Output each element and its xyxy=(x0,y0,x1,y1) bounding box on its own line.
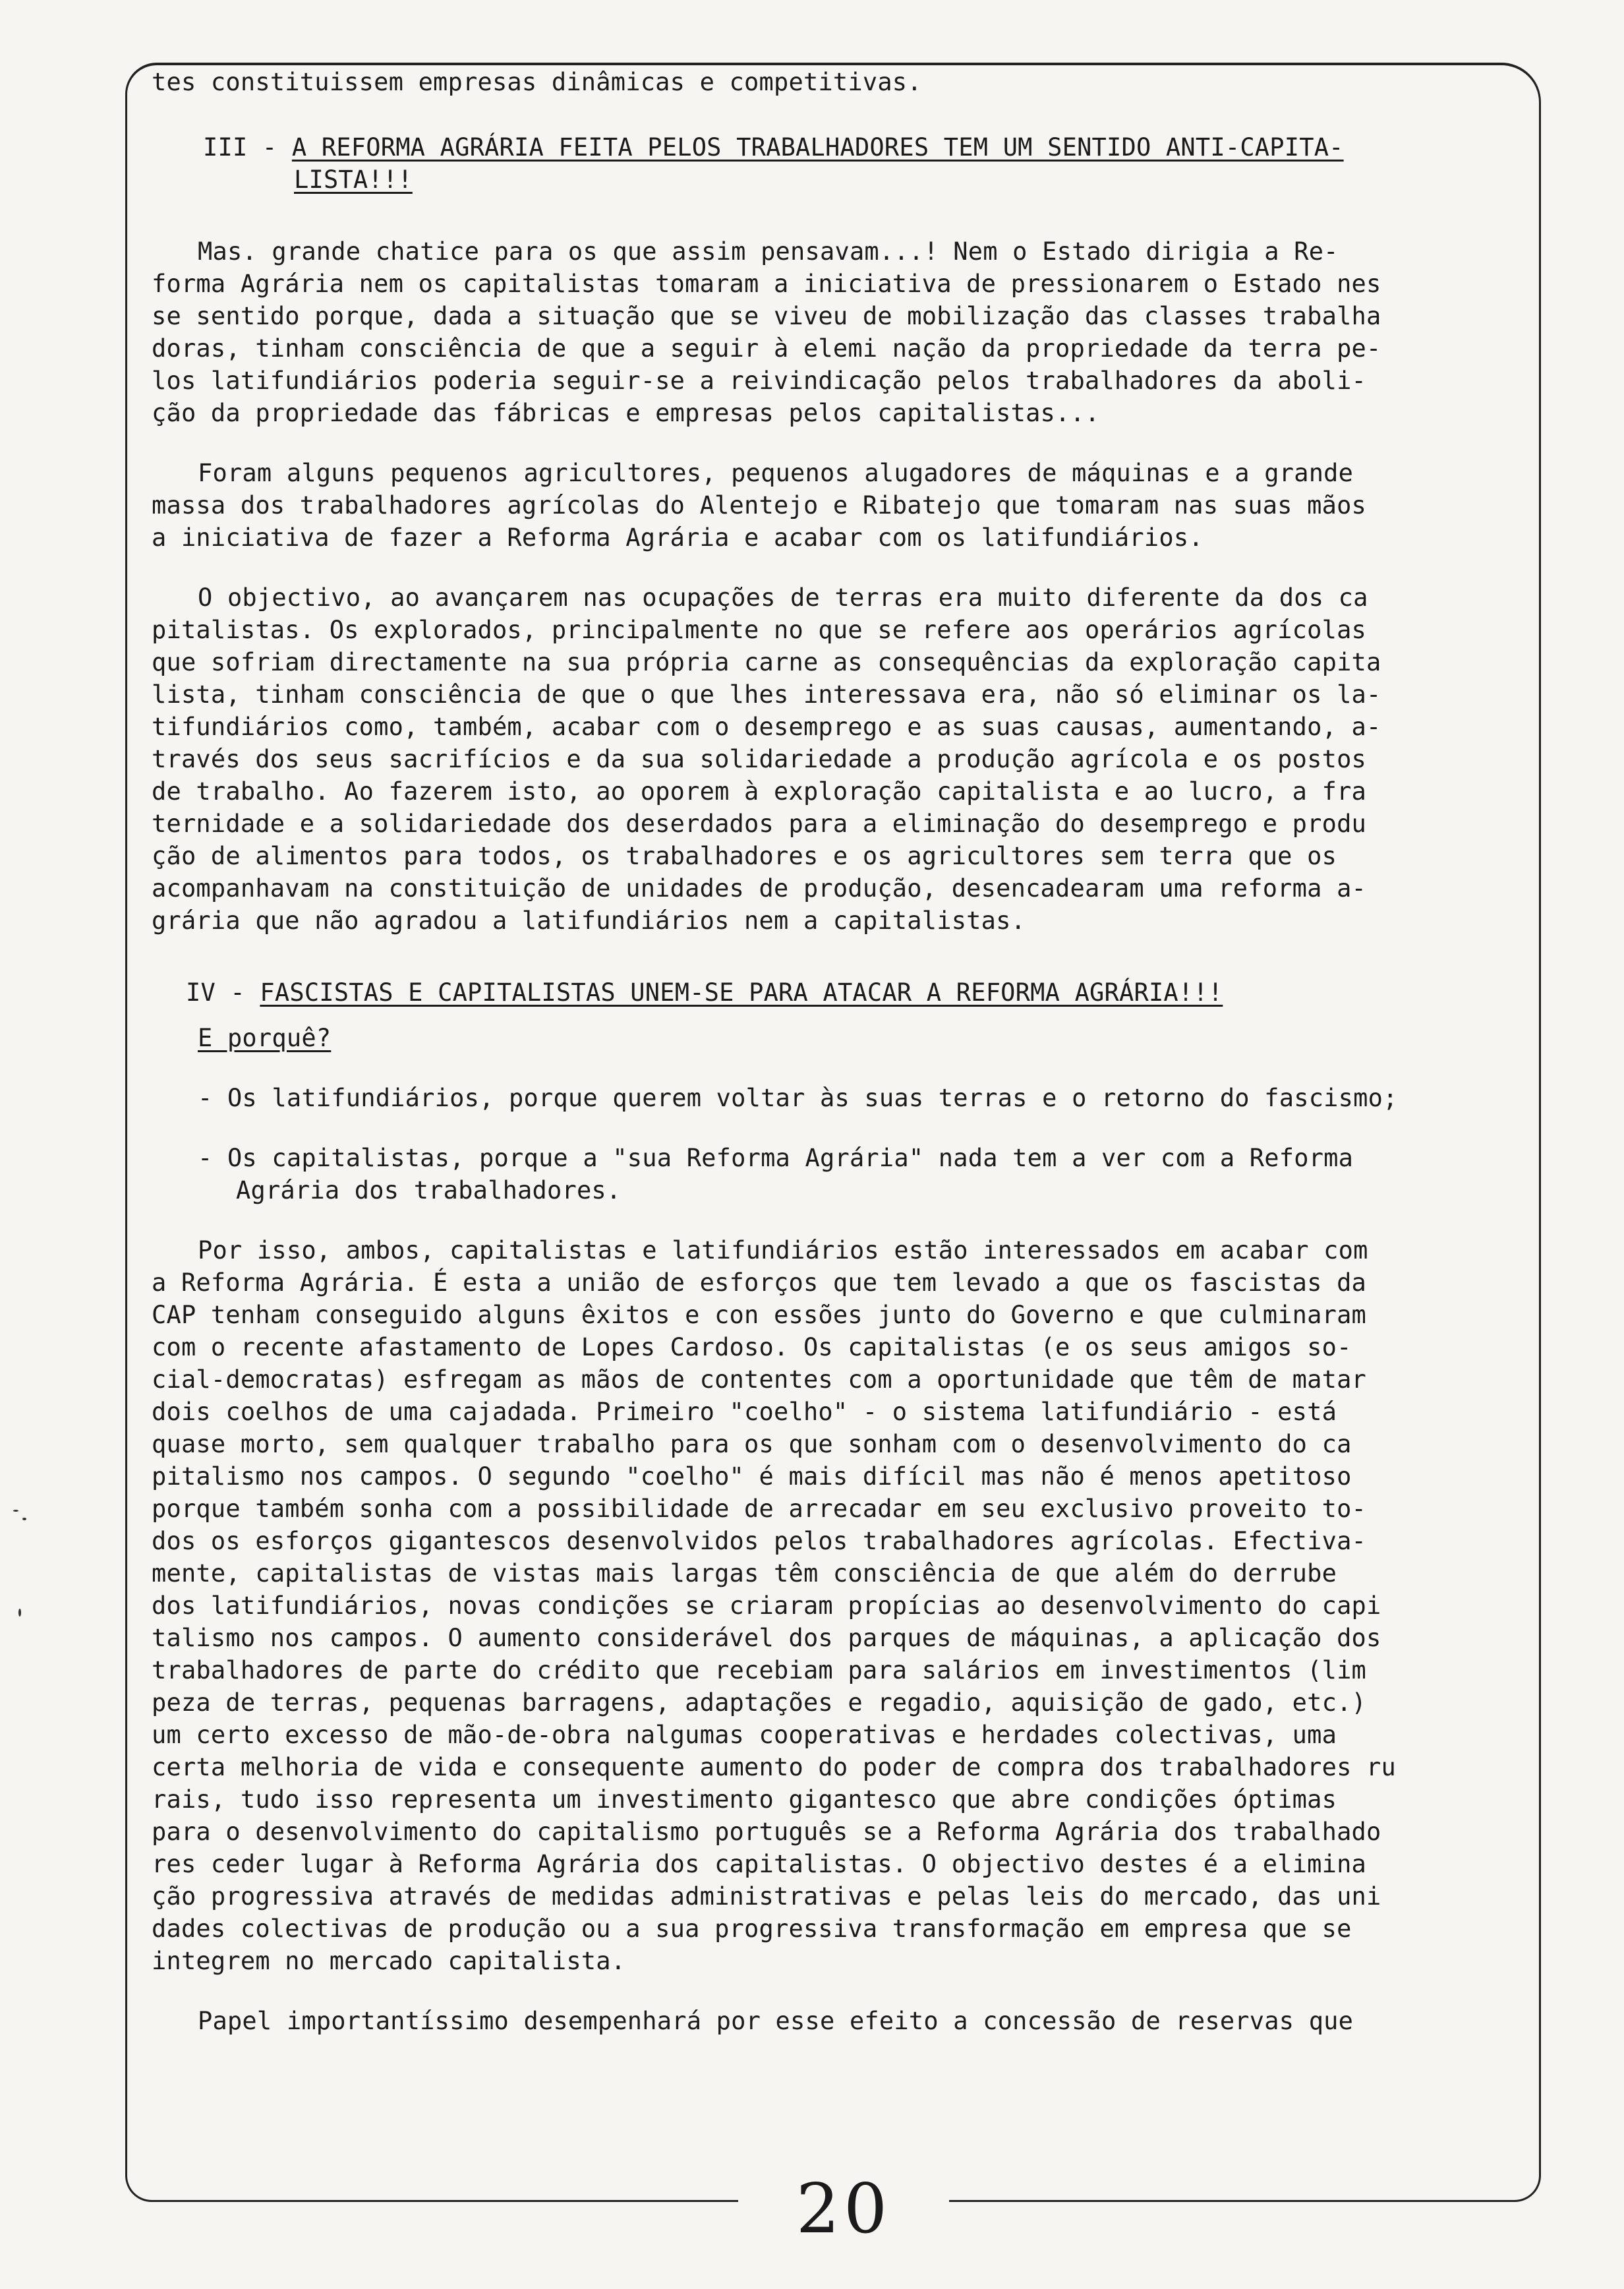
paragraph-line: dades colectivas de produção ou a sua progressiva transformação em empresa que se xyxy=(152,1915,1352,1943)
paragraph-line: CAP tenham conseguido alguns êxitos e con essões junto do Governo e que culminaram xyxy=(152,1301,1367,1329)
document-body xyxy=(152,66,1522,2037)
section-4-title: FASCISTAS E CAPITALISTAS UNEM-SE PARA ATACAR A REFORMA AGRÁRIA!!! xyxy=(260,978,1223,1007)
paragraph-line: Papel importantíssimo desempenhará por esse efeito a concessão de reservas que xyxy=(198,2007,1354,2035)
continued-line: tes constituissem empresas dinâmicas e competitivas. xyxy=(152,68,922,96)
paragraph-line: pitalismo nos campos. O segundo "coelho" é mais difícil mas não é menos apetitoso xyxy=(152,1462,1352,1491)
paragraph-line: a iniciativa de fazer a Reforma Agrária e acabar com os latifundiários. xyxy=(152,523,1204,552)
paragraph-line: ção da propriedade das fábricas e empresas pelos capitalistas... xyxy=(152,399,1100,427)
paragraph-line: Mas. grande chatice para os que assim pensavam...! Nem o Estado dirigia a Re- xyxy=(198,237,1339,266)
paragraph-line: doras, tinham consciência de que a seguir à elemi nação da propriedade da terra pe- xyxy=(152,334,1381,363)
paragraph-line: se sentido porque, dada a situação que se viveu de mobilização das classes trabalha xyxy=(152,302,1381,330)
paragraph-line: res ceder lugar à Reforma Agrária dos capitalistas. O objectivo destes é a elimina xyxy=(152,1850,1367,1878)
section-4-heading: IV - FASCISTAS E CAPITALISTAS UNEM-SE PARA ATACAR A REFORMA AGRÁRIA!!! xyxy=(186,978,1223,1007)
scan-speck xyxy=(13,1510,18,1512)
bullet-line: - Os capitalistas, porque a "sua Reforma Agrária" nada tem a ver com a Reforma xyxy=(198,1144,1354,1172)
section-3-heading: III - A REFORMA AGRÁRIA FEITA PELOS TRABALHADORES TEM UM SENTIDO ANTI-CAPITA- LISTA!!! xyxy=(152,131,1522,196)
paragraph-2 xyxy=(152,457,1522,554)
paragraph-line: O objectivo, ao avançarem nas ocupações de terras era muito diferente da dos ca xyxy=(198,583,1368,612)
page-number: 20 xyxy=(796,2168,892,2249)
paragraph-1 xyxy=(152,235,1522,429)
paragraph-line: lista, tinham consciência de que o que lhes interessava era, não só eliminar os la- xyxy=(152,680,1381,709)
paragraph-line: ternidade e a solidariedade dos deserdados para a eliminação do desemprego e produ xyxy=(152,810,1367,838)
section-3-title-line-2: LISTA!!! xyxy=(294,165,413,194)
paragraph-line: com o recente afastamento de Lopes Cardoso. Os capitalistas (e os seus amigos so- xyxy=(152,1333,1352,1361)
bullet-line: - Os latifundiários, porque querem voltar às suas terras e o retorno do fascismo; xyxy=(198,1084,1398,1112)
paragraph-3 xyxy=(152,581,1522,937)
paragraph-4 xyxy=(152,1234,1522,1977)
paragraph-line: quase morto, sem qualquer trabalho para os que sonham com o desenvolvimento do ca xyxy=(152,1430,1352,1458)
paragraph-line: los latifundiários poderia seguir-se a reivindicação pelos trabalhadores da aboli- xyxy=(152,367,1367,395)
paragraph-line: massa dos trabalhadores agrícolas do Alentejo e Ribatejo que tomaram nas suas mãos xyxy=(152,491,1367,520)
paragraph-line: um certo excesso de mão-de-obra nalgumas cooperativas e herdades colectivas, uma xyxy=(152,1721,1337,1749)
paragraph-line: a Reforma Agrária. É esta a união de esforços que tem levado a que os fascistas da xyxy=(152,1268,1367,1297)
paragraph-line: certa melhoria de vida e consequente aumento do poder de compra dos trabalhadores ru xyxy=(152,1753,1396,1781)
paragraph-line: Por isso, ambos, capitalistas e latifundiários estão interessados em acabar com xyxy=(198,1236,1368,1264)
scan-speck xyxy=(18,1609,21,1617)
paragraph-line: grária que não agradou a latifundiários nem a capitalistas. xyxy=(152,907,1026,935)
paragraph-line: de trabalho. Ao fazerem isto, ao oporem à exploração capitalista e ao lucro, a fra xyxy=(152,777,1367,806)
paragraph-line: rais, tudo isso representa um investimento gigantesco que abre condições óptimas xyxy=(152,1785,1337,1814)
paragraph-line: mente, capitalistas de vistas mais largas têm consciência de que além do derrube xyxy=(152,1559,1337,1588)
question-line xyxy=(152,1022,1522,1054)
question-text: E porquê? xyxy=(198,1024,332,1052)
paragraph-line: tifundiários como, também, acabar com o desemprego e as suas causas, aumentando, a- xyxy=(152,713,1381,741)
paragraph-line: peza de terras, pequenas barragens, adaptações e regadio, aquisição de gado, etc.) xyxy=(152,1688,1367,1717)
paragraph-line: acompanhavam na constituição de unidades de produção, desencadearam uma reforma a- xyxy=(152,874,1367,903)
bullet-1 xyxy=(152,1082,1522,1114)
paragraph-line: través dos seus sacrifícios e da sua solidariedade a produção agrícola e os postos xyxy=(152,745,1367,773)
paragraph-line: dois coelhos de uma cajadada. Primeiro "coelho" - o sistema latifundiário - está xyxy=(152,1398,1337,1426)
paragraph-line: que sofriam directamente na sua própria carne as consequências da exploração capita xyxy=(152,648,1381,676)
paragraph-line: integrem no mercado capitalista. xyxy=(152,1947,626,1975)
paragraph-line: cial-democratas) esfregam as mãos de contentes com a oportunidade que têm de matar xyxy=(152,1365,1367,1394)
paragraph-line: forma Agrária nem os capitalistas tomaram a iniciativa de pressionarem o Estado nes xyxy=(152,270,1381,298)
scan-speck xyxy=(22,1518,26,1520)
bullet-2 xyxy=(152,1142,1522,1206)
paragraph-line: porque também sonha com a possibilidade de arrecadar em seu exclusivo proveito to- xyxy=(152,1495,1367,1523)
paragraph-line: para o desenvolvimento do capitalismo português se a Reforma Agrária dos trabalhado xyxy=(152,1818,1381,1846)
paragraph-line: ção de alimentos para todos, os trabalhadores e os agricultores sem terra que os xyxy=(152,842,1337,870)
section-3-title-line-1: A REFORMA AGRÁRIA FEITA PELOS TRABALHADORES TEM UM SENTIDO ANTI-CAPITA- xyxy=(291,133,1344,162)
paragraph-5 xyxy=(152,2005,1522,2037)
paragraph-line: ção progressiva através de medidas administrativas e pelas leis do mercado, das uni xyxy=(152,1882,1381,1911)
paragraph-line: dos latifundiários, novas condições se criaram propícias ao desenvolvimento do capi xyxy=(152,1591,1381,1620)
paragraph-line: pitalistas. Os explorados, principalmente no que se refere aos operários agrícolas xyxy=(152,616,1367,644)
paragraph-line: dos os esforços gigantescos desenvolvidos pelos trabalhadores agrícolas. Efectiva- xyxy=(152,1527,1367,1555)
paragraph-line: talismo nos campos. O aumento considerável dos parques de máquinas, a aplicação dos xyxy=(152,1624,1381,1652)
paragraph-line: Foram alguns pequenos agricultores, pequenos alugadores de máquinas e a grande xyxy=(198,459,1354,487)
bullet-line: Agrária dos trabalhadores. xyxy=(236,1176,622,1204)
paragraph-line: trabalhadores de parte do crédito que recebiam para salários em investimentos (lim xyxy=(152,1656,1367,1684)
